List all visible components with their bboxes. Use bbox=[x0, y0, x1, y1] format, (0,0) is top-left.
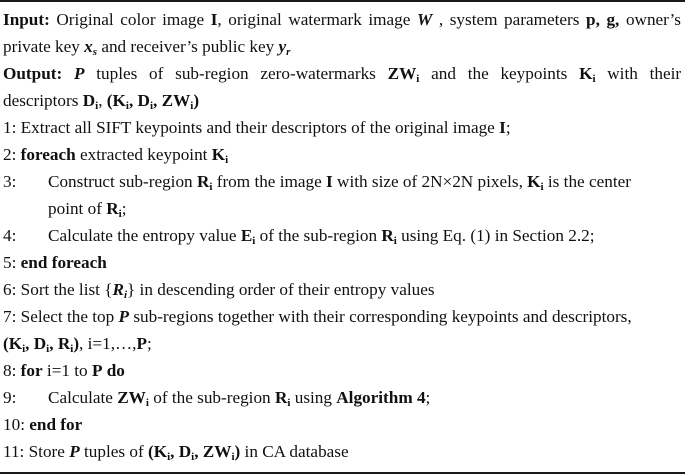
input-line-1: Input: Original color image I, original watermark image W , system parameters p, g, owner’s bbox=[3, 10, 681, 29]
input-label: Input: bbox=[3, 10, 50, 29]
step-1: 1: Extract all SIFT keypoints and their descriptors of the original image I; bbox=[3, 118, 511, 137]
output-label: Output: bbox=[3, 64, 63, 83]
step-4: 4: Calculate the entropy value $E_i$ of the sub-region $R_i$ using Eq. (1) in Section 2.2; bbox=[3, 226, 595, 247]
input-line-2: private key $x_s$ and receiver’s public key $y_r$ bbox=[3, 37, 291, 58]
step-3: 3: Construct sub-region $R_i$ from the image I with size of 2N×2N pixels, $K_i$ is the center bbox=[3, 172, 631, 193]
step-2: 2: foreach extracted keypoint $K_i$ bbox=[3, 145, 229, 166]
step-7: 7: Select the top P sub-regions together with their corresponding keypoints and descriptors, bbox=[3, 307, 632, 326]
step-7-continued: ($K_i$, $D_i$, $R_i$), i=1,…,P; bbox=[3, 334, 152, 355]
step-11: 11: Store P tuples of ($K_i$, $D_i$, $ZW_i$) in CA database bbox=[3, 442, 349, 463]
step-8: 8: for i=1 to P do bbox=[3, 361, 125, 380]
output-line-2: descriptors $D_i$, ($K_i$, $D_i$, $ZW_i$) bbox=[3, 91, 200, 112]
step-3-continued: point of $R_i$; bbox=[48, 199, 127, 220]
step-9: 9: Calculate $ZW_i$ of the sub-region $R_i$ using Algorithm 4; bbox=[3, 388, 431, 409]
step-10: 10: end for bbox=[3, 415, 83, 434]
output-line-1: Output: P tuples of sub-region zero-watermarks $ZW_i$ and the keypoints $K_i$ with their bbox=[3, 64, 682, 85]
step-6: 6: Sort the list $\{R_i\}$ in descending order of their entropy values bbox=[3, 280, 435, 301]
step-5: 5: end foreach bbox=[3, 253, 107, 272]
